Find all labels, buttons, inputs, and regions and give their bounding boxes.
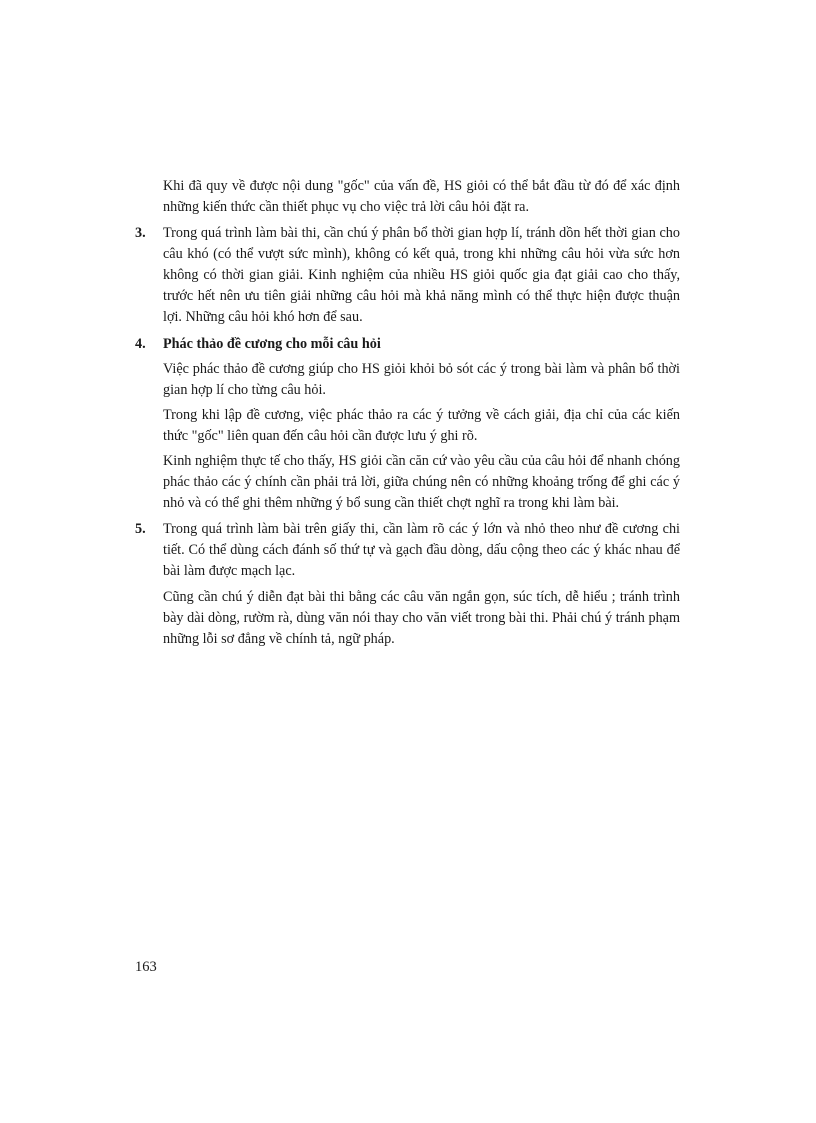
intro-paragraph: Khi đã quy về được nội dung "gốc" của vấn đề, HS giỏi có thể bắt đầu từ đó để xác định những kiến thức cần thiết phục vụ cho việc trả lời câu hỏi đặt ra.	[163, 178, 680, 215]
section-paragraph: Kinh nghiệm thực tế cho thấy, HS giỏi cần căn cứ vào yêu cầu của câu hỏi để nhanh chóng phác thảo các ý chính cần phải trả lời, giữa chúng nên có những khoảng trống để ghi các ý nhỏ và có thể ghi thêm những ý bổ sung cần thiết chợt nghĩ ra trong khi làm bài.	[163, 453, 680, 511]
section-paragraph: Trong khi lập đề cương, việc phác thảo ra các ý tưởng về cách giải, địa chỉ của các kiến thức "gốc" liên quan đến câu hỏi cần được lưu ý ghi rõ.	[163, 407, 680, 444]
page-number: 163	[135, 959, 157, 975]
list-item-4	[135, 334, 680, 355]
list-item-3	[135, 223, 680, 328]
item-text: Trong quá trình làm bài trên giấy thi, cần làm rõ các ý lớn và nhỏ theo như đề cương chi tiết. Có thể dùng cách đánh số thứ tự và gạch đầu dòng, dấu cộng theo các ý khác nhau để bài làm được mạch lạc.	[163, 521, 680, 579]
page-body	[135, 176, 680, 650]
followup-paragraph: Cũng cần chú ý diễn đạt bài thi bằng các câu văn ngắn gọn, súc tích, dễ hiểu ; tránh trình bày dài dòng, rườm rà, dùng văn nói thay cho văn viết trong bài thi. Phải chú ý tránh phạm những lỗi sơ đẳng về chính tả, ngữ pháp.	[163, 589, 680, 647]
item-number: 5.	[135, 521, 146, 537]
item-text: Trong quá trình làm bài thi, cần chú ý phân bổ thời gian hợp lí, tránh dồn hết thời gian cho câu khó (có thể vượt sức mình), không có kết quả, trong khi những câu hỏi vừa sức hơn không có thời gian giải. Kinh nghiệm của nhiều HS giỏi quốc gia đạt giải cao cho thấy, trước hết nên ưu tiên giải những câu hỏi mà khả năng mình có thể thực hiện được thuận lợi. Những câu hỏi khó hơn để sau.	[163, 225, 680, 325]
section-paragraph: Việc phác thảo đề cương giúp cho HS giỏi khỏi bỏ sót các ý trong bài làm và phân bổ thời gian hợp lí cho từng câu hỏi.	[163, 361, 680, 398]
item-number: 4.	[135, 336, 146, 352]
list-item-5	[135, 519, 680, 582]
item-number: 3.	[135, 225, 146, 241]
section-heading: Phác thảo đề cương cho mỗi câu hỏi	[163, 336, 381, 352]
